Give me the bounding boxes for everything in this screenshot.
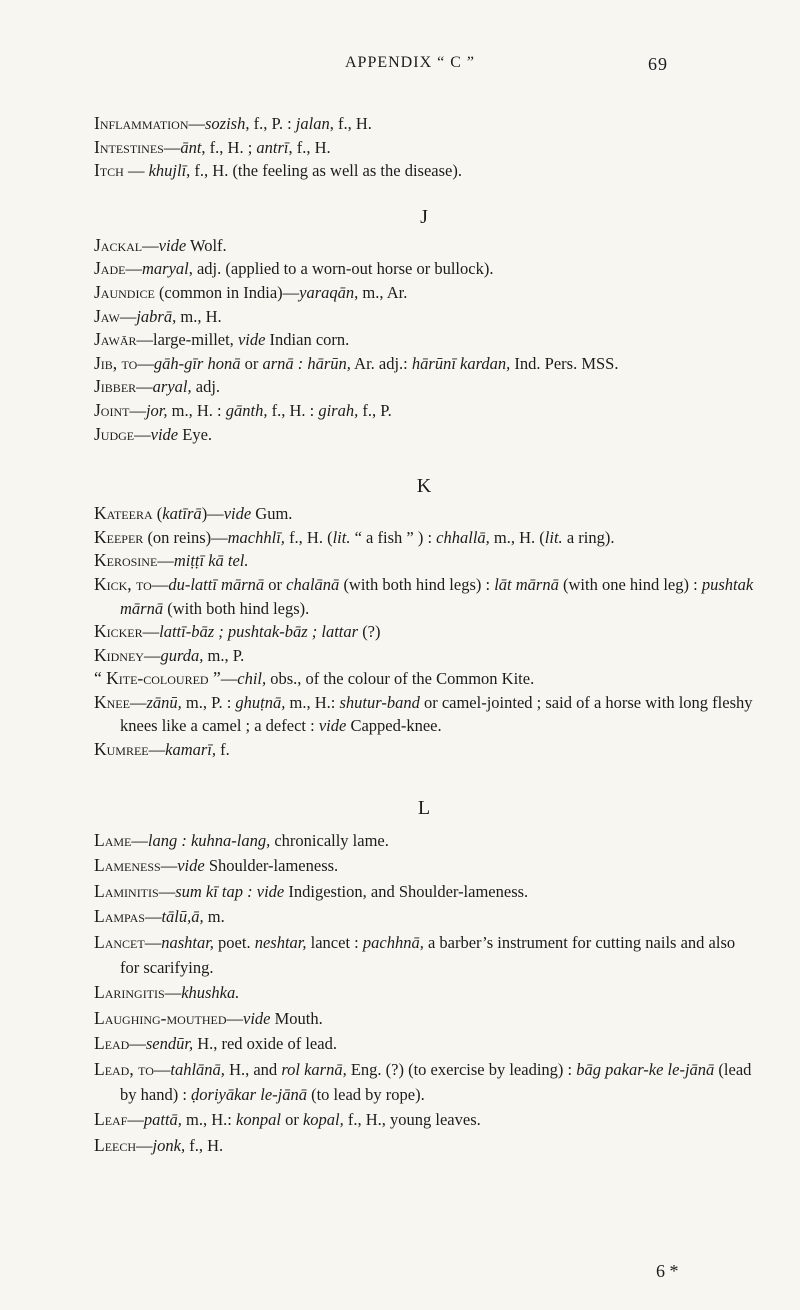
entry-text: —: [144, 933, 162, 953]
entry-term: gānth,: [225, 400, 268, 420]
entry-text: —: [125, 259, 142, 279]
entry-term: du-lattī mārnā: [168, 574, 265, 594]
entry-term: chil,: [237, 669, 267, 689]
entry-term: sendūr,: [145, 1034, 194, 1054]
glossary-entry: [94, 738, 754, 762]
glossary-entry: [94, 980, 754, 1006]
entry-text: or: [264, 574, 287, 594]
entry-text: m., P.: [203, 645, 245, 665]
glossary-entry: [94, 423, 754, 447]
entry-term: kopal,: [302, 1110, 344, 1130]
entry-term: miṭṭī kā tel.: [173, 551, 249, 571]
entry-headword: Kidney: [94, 644, 144, 665]
entry-text: , f., H.: [288, 137, 331, 157]
entry-text: a ring).: [562, 527, 615, 547]
glossary-body: [94, 112, 754, 1158]
entry-text: , adj. (applied to a worn-out horse or bullock).: [188, 259, 494, 279]
entry-term: jabrā: [136, 306, 173, 326]
entry-text: (with one hind leg) :: [558, 574, 702, 594]
entry-text: —: [226, 1008, 244, 1028]
entry-term: vide: [223, 504, 252, 524]
entry-text: or: [280, 1110, 303, 1130]
entry-text: Gum.: [251, 504, 293, 524]
glossary-entry: [94, 112, 754, 136]
entry-headword: Jaw: [94, 305, 120, 326]
entry-headword: Lameness: [94, 855, 161, 876]
entry-headword: Lead, to: [94, 1059, 154, 1079]
glossary-entry: [94, 234, 754, 258]
entry-text: m., H. (: [489, 527, 545, 547]
running-head: [0, 54, 800, 78]
entry-text: f., H.: [185, 1135, 224, 1155]
entry-term: lit.: [332, 527, 351, 547]
entry-text: f., H. (: [284, 527, 333, 547]
entry-headword: Kumree: [94, 739, 149, 760]
entry-term: hārūnī kardan,: [411, 353, 511, 373]
entry-term: vide: [158, 235, 187, 255]
entry-text: Capped-knee.: [346, 716, 442, 736]
entry-text: (with both hind legs).: [163, 598, 310, 618]
entry-headword: Leaf: [94, 1109, 128, 1130]
entry-text: —: [160, 856, 178, 876]
entry-text: (on reins)—: [143, 527, 228, 547]
entry-term: vide: [150, 424, 179, 444]
entry-term: machhlī,: [227, 527, 285, 547]
entry-text: f.: [216, 740, 230, 760]
entry-term: katīrā: [162, 504, 202, 524]
entry-text: H., red oxide of lead.: [193, 1034, 337, 1054]
entry-headword: Inflammation: [94, 113, 189, 133]
entry-text: Wolf.: [186, 235, 227, 255]
entry-text: f., H., young leaves.: [343, 1110, 481, 1130]
entry-headword: Kateera: [94, 503, 153, 524]
entry-headword: Itch: [94, 160, 124, 181]
entry-text: —: [143, 645, 161, 665]
entry-text: f., H. :: [267, 400, 319, 420]
glossary-entry: [94, 667, 754, 691]
entry-term: chalānā: [286, 574, 340, 594]
entry-text: —: [142, 235, 159, 255]
glossary-entry: [94, 352, 754, 376]
entry-headword: Lancet: [94, 932, 145, 953]
glossary-entry: [94, 399, 754, 423]
glossary-entry: [94, 328, 754, 352]
entry-headword: Leech: [94, 1134, 137, 1155]
entry-headword: Kicker: [94, 621, 143, 642]
entry-text: —: [163, 137, 181, 157]
entry-text: —: [131, 830, 148, 850]
entry-text: —: [136, 377, 153, 397]
entry-text: (?): [358, 622, 381, 642]
entry-term: zānū,: [146, 692, 182, 712]
glossary-entry: [94, 691, 754, 738]
section-letter: L: [417, 796, 431, 819]
entry-text: —: [137, 353, 154, 373]
entry-text: —: [188, 114, 205, 133]
entry-term: jalan: [295, 114, 330, 133]
glossary-entry: [94, 573, 754, 620]
entry-headword: Jawār: [94, 329, 137, 350]
entry-term: vide: [243, 1008, 271, 1028]
entry-term: jonk,: [152, 1135, 186, 1155]
entry-term: lit.: [544, 527, 563, 547]
entry-text: m., H.:: [285, 692, 340, 712]
entry-headword: “ Kite-coloured ”: [94, 668, 221, 689]
entry-term: maryal: [141, 259, 189, 279]
entry-text: —: [129, 400, 146, 420]
entry-term: lāt mārnā: [494, 574, 559, 594]
section-letter: J: [420, 205, 428, 228]
entry-text: —: [129, 1034, 146, 1054]
entry-text: , f., H. ;: [201, 137, 257, 157]
entry-text: or camel-jointed ; said of a horse with long fleshy knees like a camel ; a defect :: [120, 692, 753, 736]
entry-text: —: [127, 1110, 144, 1130]
entry-text: Indigestion, and Shoulder-lameness.: [284, 881, 529, 901]
entry-term: sozish: [205, 114, 246, 133]
entry-term: tahlānā,: [170, 1060, 225, 1079]
entry-text: obs., of the colour of the Common Kite.: [266, 669, 535, 689]
glossary-entry: [94, 281, 754, 305]
entry-text: —large-millet,: [136, 330, 238, 350]
entry-text: adj.: [191, 377, 221, 397]
entry-text: (with both hind legs) :: [339, 574, 495, 594]
entry-text: —: [153, 1060, 171, 1079]
glossary-entry: [94, 1006, 754, 1032]
entry-term: gāh-gīr honā: [153, 353, 241, 373]
entry-term: pushtak mārnā: [120, 574, 754, 618]
entry-term: ghuṭnā,: [235, 692, 286, 712]
entry-text: Eng. (?) (to exercise by leading) :: [346, 1060, 577, 1079]
entry-text: )—: [201, 504, 224, 524]
entry-text: , f., H.: [329, 114, 372, 133]
entry-headword: Lead: [94, 1033, 130, 1054]
entry-term: gurda,: [160, 645, 204, 665]
glossary-entry: [94, 1133, 754, 1159]
entry-text: —: [220, 669, 238, 689]
entry-term: khujlī: [148, 161, 187, 181]
entry-text: , m., H.: [172, 306, 222, 326]
entry-term: bāg pakar-ke le-jānā: [576, 1060, 715, 1079]
glossary-entry: [94, 853, 754, 879]
entry-text: —: [164, 983, 182, 1003]
entry-term: chhallā,: [436, 527, 490, 547]
section-intro: [94, 112, 754, 183]
glossary-entry: [94, 904, 754, 930]
entry-text: m., P. :: [181, 692, 236, 712]
entry-headword: Kerosine: [94, 550, 158, 571]
glossary-entry: [94, 375, 754, 399]
entry-term: aryal,: [152, 377, 192, 397]
entry-term: kamarī,: [165, 740, 217, 760]
entry-term: lattī-bāz ; pushtak-bāz ; lattar: [159, 622, 359, 642]
entry-headword: Keeper: [94, 526, 144, 547]
entry-term: pattā,: [143, 1110, 182, 1130]
signature-mark: 6 *: [656, 1261, 679, 1281]
entry-text: Shoulder-lameness.: [204, 856, 339, 876]
entry-term: ḍoriyākar le-jānā: [191, 1084, 307, 1104]
entry-text: (to lead by rope).: [306, 1084, 425, 1104]
glossary-entry: [94, 879, 754, 905]
glossary-entry: [94, 1057, 754, 1107]
running-title: APPENDIX “ C ”: [345, 54, 475, 71]
entry-text: —: [144, 907, 162, 927]
entry-text: —: [119, 306, 137, 326]
entry-headword: Laughing-mouthed: [94, 1007, 227, 1028]
section-letter: K: [416, 475, 432, 498]
entry-text: —: [157, 551, 174, 571]
glossary-entry: [94, 1031, 754, 1057]
entry-headword: Jackal: [94, 234, 143, 255]
entry-text: —: [151, 574, 169, 594]
glossary-entry: [94, 526, 754, 550]
entry-term: konpal: [236, 1110, 281, 1130]
entry-text: m.: [203, 907, 225, 927]
entry-term: vide: [237, 330, 266, 350]
entry-headword: Jib, to: [94, 352, 138, 373]
entry-term: girah,: [318, 400, 359, 420]
entry-text: —: [136, 1135, 153, 1155]
entry-text: Ind. Pers. MSS.: [510, 353, 619, 373]
glossary-entry: [94, 502, 754, 526]
entry-text: m., H. :: [167, 400, 226, 420]
entry-term: jor,: [145, 400, 168, 420]
glossary-entry: [94, 930, 754, 980]
entry-text: m., H.:: [181, 1110, 237, 1130]
entry-term: arnā : hārūn,: [262, 353, 351, 373]
entry-text: —: [123, 161, 149, 181]
entry-text: —: [129, 692, 147, 712]
entry-term: neshtar,: [254, 933, 307, 953]
entry-term: tālū,ā,: [161, 907, 204, 927]
entry-text: —: [134, 424, 151, 444]
entry-term: nashtar,: [161, 933, 214, 953]
entry-text: Mouth.: [270, 1008, 323, 1028]
entry-text: “ a fish ” ) :: [350, 527, 437, 547]
entry-text: (common in India)—: [154, 282, 300, 302]
entry-text: (: [152, 504, 163, 524]
entry-text: , m., Ar.: [354, 282, 408, 302]
glossary-entry: [94, 549, 754, 573]
entry-text: —: [158, 881, 176, 901]
glossary-entry: [94, 644, 754, 668]
entry-text: , f., P. :: [245, 114, 296, 133]
entry-text: Ar. adj.:: [350, 353, 412, 373]
entry-term: khushka.: [181, 983, 240, 1003]
glossary-entry: [94, 828, 754, 854]
entry-term: pachhnā,: [362, 933, 424, 953]
entry-headword: Laminitis: [94, 880, 159, 901]
entry-text: Eye.: [178, 424, 213, 444]
entry-headword: Jade: [94, 258, 126, 279]
entry-text: —: [142, 622, 160, 642]
entry-headword: Kick, to: [94, 573, 152, 594]
glossary-entry: [94, 136, 754, 160]
entry-headword: Knee: [94, 691, 130, 712]
glossary-entry: [94, 1107, 754, 1133]
entry-text: or: [240, 353, 263, 373]
section-j: [94, 205, 754, 446]
entry-text: Indian corn.: [265, 330, 350, 350]
glossary-entry: [94, 620, 754, 644]
entry-text: , f., H. (the feeling as well as the disease).: [186, 161, 462, 181]
entry-headword: Laringitis: [94, 982, 165, 1003]
entry-text: a barber’s instrument for cutting nails and also for scarifying.: [120, 933, 736, 977]
glossary-entry: [94, 257, 754, 281]
entry-text: chronically lame.: [270, 830, 389, 850]
entry-text: f., P.: [358, 400, 392, 420]
entry-text: poet.: [213, 933, 255, 953]
entry-headword: Lame: [94, 829, 132, 850]
entry-text: (lead by hand) :: [120, 1060, 752, 1104]
entry-headword: Joint: [94, 399, 130, 420]
entry-text: —: [148, 740, 166, 760]
entry-text: H., and: [224, 1060, 282, 1079]
entry-term: yaraqān: [299, 282, 355, 302]
page-number: 69: [648, 54, 668, 74]
entry-term: ānt: [180, 137, 202, 157]
entry-headword: Judge: [94, 423, 135, 444]
entry-text: lancet :: [306, 933, 363, 953]
entry-headword: Intestines: [94, 136, 164, 157]
entry-headword: Jaundice: [94, 281, 155, 302]
glossary-entry: [94, 305, 754, 329]
entry-term: vide: [177, 856, 205, 876]
section-l: [94, 796, 754, 1159]
entry-term: lang : kuhna-lang,: [147, 830, 271, 850]
entry-term: antrī: [256, 137, 289, 157]
entry-term: shutur-band: [339, 692, 420, 712]
entry-headword: Lampas: [94, 906, 145, 927]
entry-term: vide: [318, 716, 347, 736]
section-k: [94, 474, 754, 762]
glossary-entry: [94, 159, 754, 183]
entry-headword: Jibber: [94, 376, 137, 397]
entry-term: rol karnā,: [281, 1060, 347, 1079]
entry-term: sum kī tap : vide: [175, 881, 285, 901]
